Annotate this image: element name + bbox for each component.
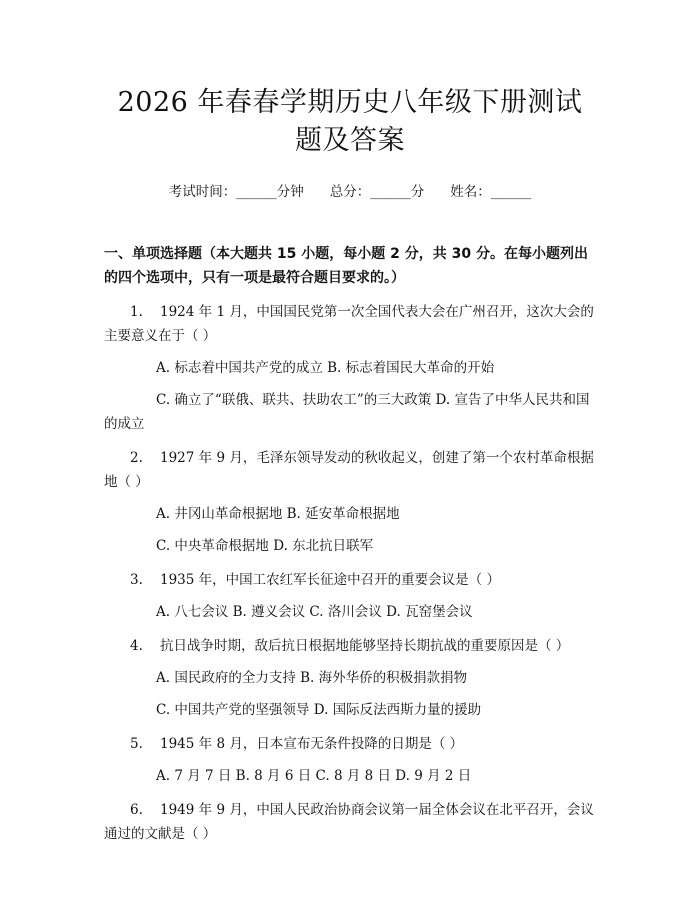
total-score-label: 总分：______分: [329, 184, 425, 200]
exam-info: [104, 183, 596, 201]
question-options: A. 标志着中国共产党的成立 B. 标志着国民大革命的开始: [156, 360, 495, 376]
question-number: 3.: [130, 572, 143, 588]
question-options: C. 确立了“联俄、联共、扶助农工”的三大政策 D. 宣告了中华人民共和国的成立: [104, 392, 590, 432]
question-stem: 1945 年 8 月，日本宣布无条件投降的日期是（ ）: [160, 736, 464, 752]
exam-time-label: 考试时间：______分钟: [168, 184, 304, 200]
question-number: 4.: [130, 638, 143, 654]
question-number: 6.: [130, 802, 143, 818]
page-title: 2026 年春春学期历史八年级下册测试题及答案: [117, 87, 583, 156]
question-5: [104, 732, 596, 788]
question-stem: 抗日战争时期，敌后抗日根据地能够坚持长期抗战的重要原因是（ ）: [160, 638, 570, 654]
question-2: [104, 446, 596, 558]
question-stem: 1949 年 9 月，中国人民政治协商会议第一届全体会议在北平召开，会议通过的文献是（ ）: [104, 802, 594, 842]
section-heading-single-choice: 一、单项选择题（本大题共 15 小题，每小题 2 分，共 30 分。在每小题列出的四个选项中，只有一项是最符合题目要求的。）: [104, 246, 588, 286]
question-options: C. 中国共产党的坚强领导 D. 国际反法西斯力量的援助: [156, 702, 482, 718]
question-4: [104, 634, 596, 722]
question-6: [104, 798, 596, 846]
question-stem: 1924 年 1 月，中国国民党第一次全国代表大会在广州召开，这次大会的主要意义在于（ ）: [104, 304, 594, 344]
question-1: [104, 300, 596, 436]
question-3: [104, 568, 596, 624]
question-number: 5.: [130, 736, 143, 752]
question-options: A. 国民政府的全力支持 B. 海外华侨的积极捐款捐物: [156, 670, 468, 686]
question-stem: 1927 年 9 月，毛泽东领导发动的秋收起义，创建了第一个农村革命根据地（ ）: [104, 450, 594, 490]
student-name-label: 姓名：______: [450, 184, 532, 200]
question-options: A. 7 月 7 日 B. 8 月 6 日 C. 8 月 8 日 D. 9 月 2 日: [156, 768, 472, 784]
question-options: A. 八七会议 B. 遵义会议 C. 洛川会议 D. 瓦窑堡会议: [156, 604, 473, 620]
question-options: C. 中央革命根据地 D. 东北抗日联军: [156, 538, 374, 554]
question-number: 2.: [130, 450, 143, 466]
question-options: A. 井冈山革命根据地 B. 延安革命根据地: [156, 506, 400, 522]
question-number: 1.: [130, 304, 143, 320]
question-stem: 1935 年，中国工农红军长征途中召开的重要会议是（ ）: [160, 572, 500, 588]
